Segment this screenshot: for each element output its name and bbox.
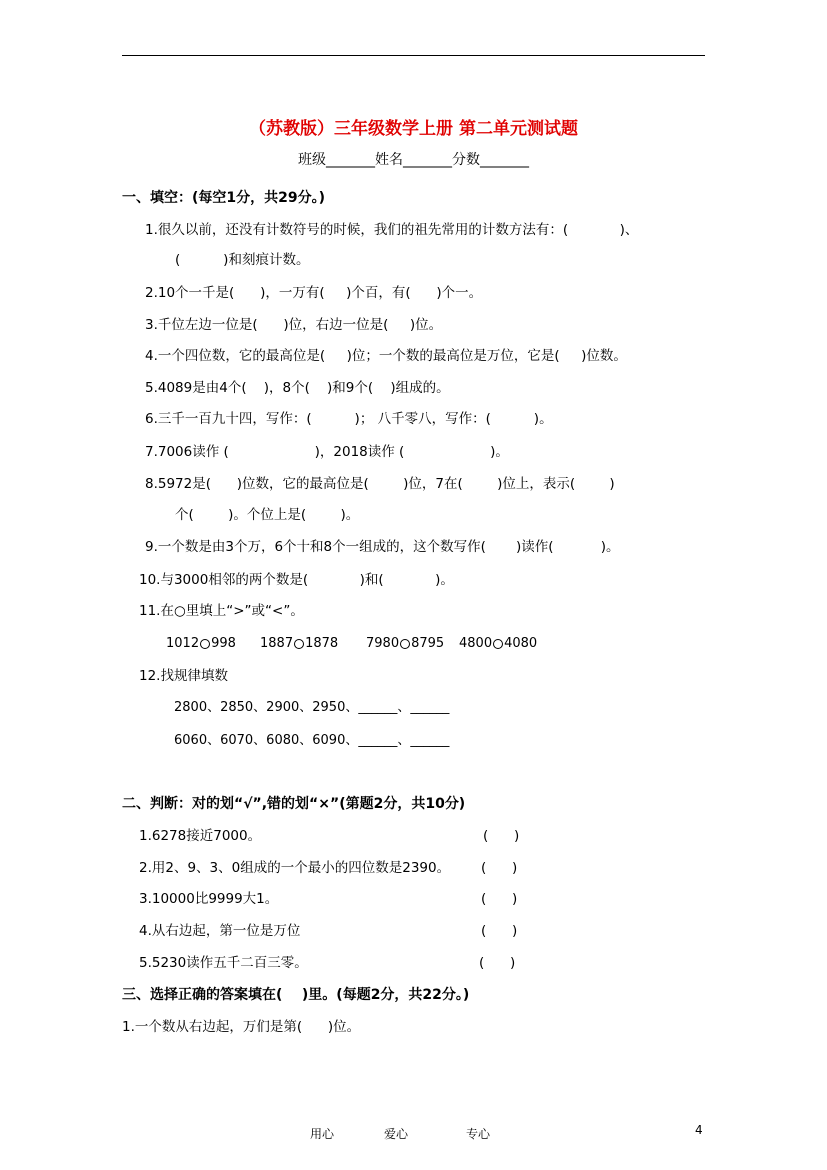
section1-heading: 一、填空：(每空1分，共29分。)	[122, 190, 326, 206]
compare-right: 998	[211, 636, 236, 651]
question-11: 11.在○里填上“>”或“<”。	[139, 603, 304, 619]
question-7: 7.7006读作 ( )，2018读作 ( )。	[145, 444, 509, 460]
compare-right: 1878	[305, 636, 339, 651]
compare-item	[459, 636, 537, 651]
compare-item	[260, 636, 338, 651]
compare-item	[366, 636, 444, 651]
footer-item: 专心	[466, 1127, 491, 1141]
compare-circle-icon[interactable]	[294, 639, 304, 649]
question-8-line2: 个( )。个位上是( )。	[175, 507, 360, 523]
judge-answer-box[interactable]: ( )	[479, 955, 516, 971]
question-8-line1: 8.5972是( )位数，它的最高位是( )位，7在( )位上，表示( )	[145, 476, 615, 492]
compare-circle-icon[interactable]	[200, 639, 210, 649]
question-1-line2: ( )和刻痕计数。	[175, 252, 310, 268]
question-9: 9.一个数是由3个万，6个十和8个一组成的，这个数写作( )读作( )。	[145, 539, 620, 555]
question-2: 2.10个一千是( )，一万有( )个百，有( )个一。	[145, 285, 483, 301]
page-number: 4	[695, 1123, 703, 1137]
pattern-row-2: 6060、6070、6080、6090、______、______	[174, 733, 450, 748]
question-12: 12.找规律填数	[139, 668, 228, 684]
question-4: 4.一个四位数，它的最高位是( )位；一个数的最高位是万位，它是( )位数。	[145, 348, 627, 364]
judge-item-text: 2.用2、9、3、0组成的一个最小的四位数是2390。	[139, 860, 451, 876]
header-rule	[122, 55, 705, 56]
judge-item-text: 3.10000比9999大1。	[139, 891, 279, 907]
question-5: 5.4089是由4个( )，8个( )和9个( )组成的。	[145, 380, 450, 396]
judge-item-text: 4.从右边起，第一位是万位	[139, 923, 301, 939]
student-info-line: 班级_______姓名_______分数_______	[298, 152, 529, 168]
question-3: 3.千位左边一位是( )位，右边一位是( )位。	[145, 317, 443, 333]
choice-question-1: 1.一个数从右边起，万们是第( )位。	[122, 1019, 361, 1035]
section3-heading: 三、选择正确的答案填在( )里。(每题2分，共22分。)	[122, 987, 470, 1003]
compare-circle-icon[interactable]	[493, 639, 503, 649]
judge-answer-box[interactable]: ( )	[483, 828, 520, 844]
question-10: 10.与3000相邻的两个数是( )和( )。	[139, 572, 454, 588]
pattern-row-1: 2800、2850、2900、2950、______、______	[174, 700, 450, 715]
judge-answer-box[interactable]: ( )	[481, 860, 518, 876]
footer-item: 用心	[310, 1127, 335, 1141]
judge-item-text: 1.6278接近7000。	[139, 828, 262, 844]
compare-left: 1887	[260, 636, 294, 651]
question-6: 6.三千一百九十四，写作：( )； 八千零八，写作：( )。	[145, 411, 553, 427]
question-1-line1: 1.很久以前，还没有计数符号的时候，我们的祖先常用的计数方法有：( )、	[145, 222, 639, 238]
compare-right: 4080	[504, 636, 538, 651]
section2-heading: 二、判断：对的划“√”,错的划“×”(第题2分，共10分)	[122, 796, 466, 812]
page-title: （苏教版）三年级数学上册 第二单元测试题	[249, 119, 578, 139]
compare-left: 1012	[166, 636, 200, 651]
judge-answer-box[interactable]: ( )	[481, 891, 518, 907]
judge-answer-box[interactable]: ( )	[481, 923, 518, 939]
compare-circle-icon[interactable]	[400, 639, 410, 649]
judge-item-text: 5.5230读作五千二百三零。	[139, 955, 308, 971]
compare-right: 8795	[411, 636, 445, 651]
compare-left: 4800	[459, 636, 493, 651]
footer-item: 爱心	[384, 1127, 409, 1141]
compare-item	[166, 636, 236, 651]
compare-left: 7980	[366, 636, 400, 651]
